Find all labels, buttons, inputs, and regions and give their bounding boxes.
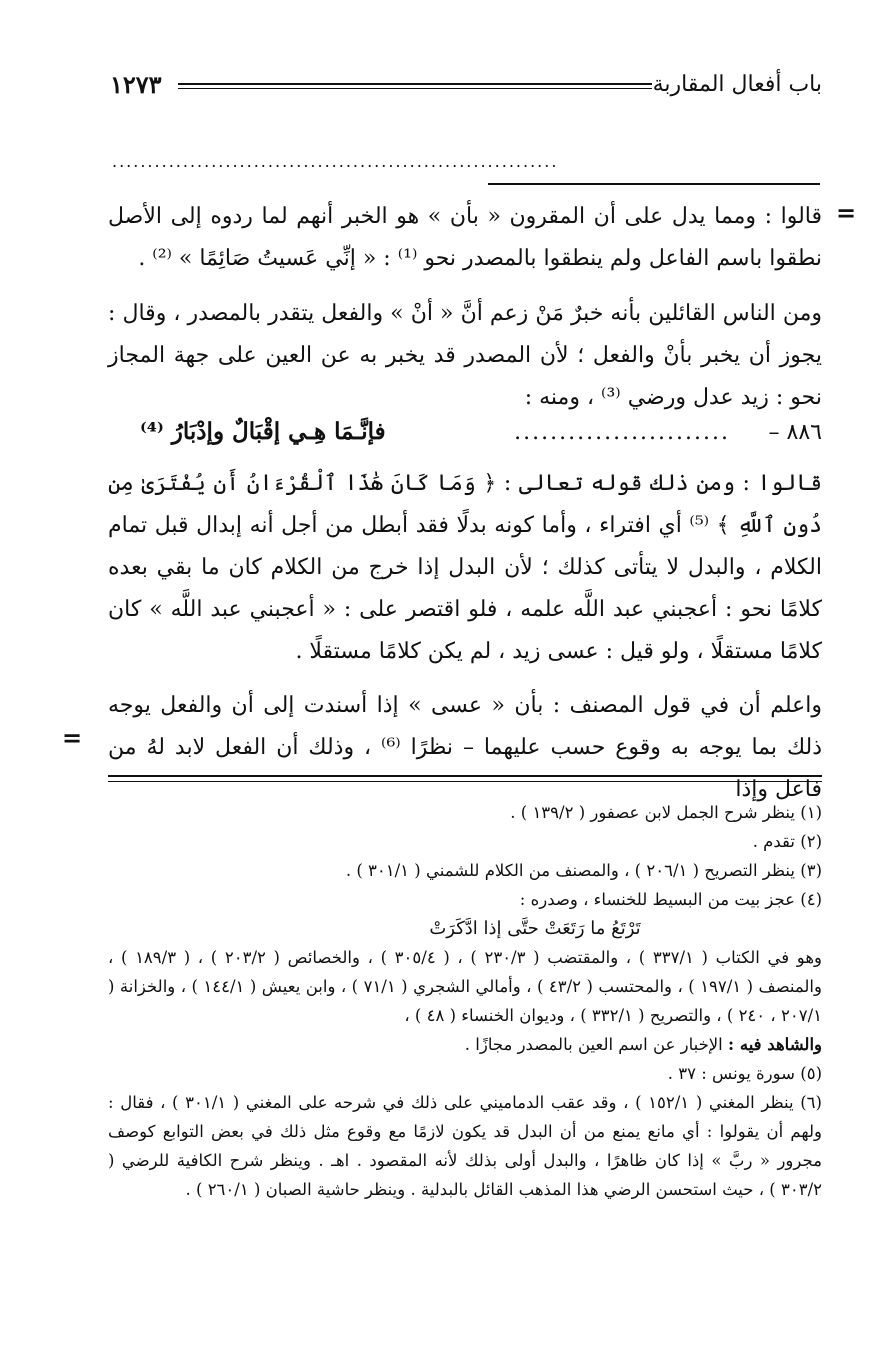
footnote-4-verse: تَرْتَعُ ما رَتَعَتْ حتَّى إذا ادَّكَرَتْ — [429, 918, 641, 939]
running-header — [110, 70, 822, 110]
continuation-mark-bottom: = — [62, 723, 83, 752]
footnote-6: (٦) ينظر المغني ( ١٥٢/١ ) ، وقد عقب الدماميني على ذلك في شرحه على المغني ( ٣٠١/١ ) ، فقال : ولهم أن يقولوا : أي مانع يمنع من أن البدل قد يكون لازمًا مع وقوع مثل ذلك في بعض التوابع كوصف مجرور « ربَّ » إذا كان ظاهرًا ، والبدل أولى بذلك لأنه المقصود . اهـ . وينظر شرح الكافية للرضي ( ٣٠٣/٢ ) ، حيث استحسن الرضي هذا المذهب القائل بالبدلية . وينظر حاشية الصبان ( ٢٦٠/١ ) . — [108, 1093, 822, 1199]
verse-text: فإنَّـمَا هِـي إقْبَالٌ وإدْبَارُ ⁽⁴⁾ — [140, 418, 386, 445]
header-rule — [178, 83, 652, 89]
dotted-separator: ............................................................... — [112, 152, 559, 171]
footnotes — [108, 798, 822, 1204]
footnote-2: (٢) تقدم . — [752, 832, 822, 851]
verse-line — [140, 420, 822, 460]
footnote-rule-thin — [108, 781, 822, 782]
footnote-4: (٤) عجز بيت من البسيط للخنساء ، وصدره : — [519, 890, 822, 909]
footnote-rule — [108, 775, 822, 777]
paragraph-1 — [108, 196, 822, 280]
paragraph-text: ومن الناس القائلين بأنه خبرٌ مَنْ زعم أنَّ « أنْ » والفعل يتقدر بالمصدر ، وقال : يجوز أن يخبر بأنْ والفعل ؛ لأن المصدر قد يخبر به عن العين على جهة المجاز نحو : زيد عدل ورضي ⁽³⁾ ، ومنه : — [108, 301, 822, 410]
paragraph-2 — [108, 293, 822, 419]
paragraph-text: واعلم أن في قول المصنف : بأن « عسى » إذا أسندت إلى أن والفعل يوجه ذلك بما يوجه به وقوع حسب عليهما – نظرًا ⁽⁶⁾ ، وذلك أن الفعل لابد لهُ من فاعل وإذا — [108, 693, 822, 802]
footnote-4-witness — [108, 1030, 822, 1059]
footnote-3: (٣) ينظر التصريح ( ٢٠٦/١ ) ، والمصنف من الكلام للشمني ( ٣٠١/١ ) . — [345, 861, 822, 880]
verse-dots: ........................ — [514, 420, 730, 445]
witness-text: الإخبار عن اسم العين بالمصدر مجازًا . — [464, 1035, 723, 1054]
paragraph-text: قالوا : ومن ذلك قوله تعالى : ﴿ وَمَا كَانَ هَٰذَا ٱلْقُرْءَانُ أَن يُفْتَرَىٰ مِن دُونِ ٱللَّهِ ﴾ ⁽⁵⁾ أي افتراء ، وأما كونه بدلًا فقد أبطل من أجل أنه إبدال قبل تمام الكلام ، والبدل لا يتأتى كذلك ؛ لأن البدل إذا خرج من الكلام كان ما بقي بعده كلامًا نحو : أعجبني عبد اللَّه علمه ، فلو اقتصر على : « أعجبني عبد اللَّه » كان كلامًا مستقلًا ، ولو قيل : عسى زيد ، لم يكن كلامًا مستقلًا . — [108, 471, 822, 664]
page-number: ١٢٧٣ — [110, 70, 162, 99]
witness-label: والشاهد فيه : — [728, 1035, 822, 1054]
footnote-4-refs: وهو في الكتاب ( ٣٣٧/١ ) ، والمقتضب ( ٢٣٠/٣ ) ، ( ٣٠٥/٤ ) ، والخصائص ( ٢٠٣/٢ ) ، ( ١٨٩/٣ ) ، والمنصف ( ١٩٧/١ ) ، والمحتسب ( ٤٣/٢ ) ، وأمالي الشجري ( ٧١/١ ) ، وابن يعيش ( ١٤٤/١ ) ، والخزانة ( ٢٠٧/١ ، ٢٤٠ ) ، والتصريح ( ٣٣٢/١ ) ، وديوان الخنساء ( ٤٨ ) ، — [108, 948, 822, 1025]
verse-number: ٨٨٦ – — [768, 420, 822, 445]
footnote-1: (١) ينظر شرح الجمل لابن عصفور ( ١٣٩/٢ ) . — [510, 803, 822, 822]
continuation-mark-top: = — [836, 198, 857, 227]
paragraph-4 — [108, 685, 822, 811]
paragraph-3 — [108, 463, 822, 673]
footnote-continuation-rule — [488, 183, 820, 185]
chapter-title: باب أفعال المقاربة — [652, 72, 822, 97]
paragraph-text: قالوا : ومما يدل على أن المقرون « بأن » هو الخبر أنهم لما ردوه إلى الأصل نطقوا باسم الفاعل ولم ينطقوا بالمصدر نحو ⁽¹⁾ : « إنِّي عَسيتُ صَائِمًا » ⁽²⁾ . — [108, 204, 822, 271]
footnote-5: (٥) سورة يونس : ٣٧ . — [667, 1064, 822, 1083]
